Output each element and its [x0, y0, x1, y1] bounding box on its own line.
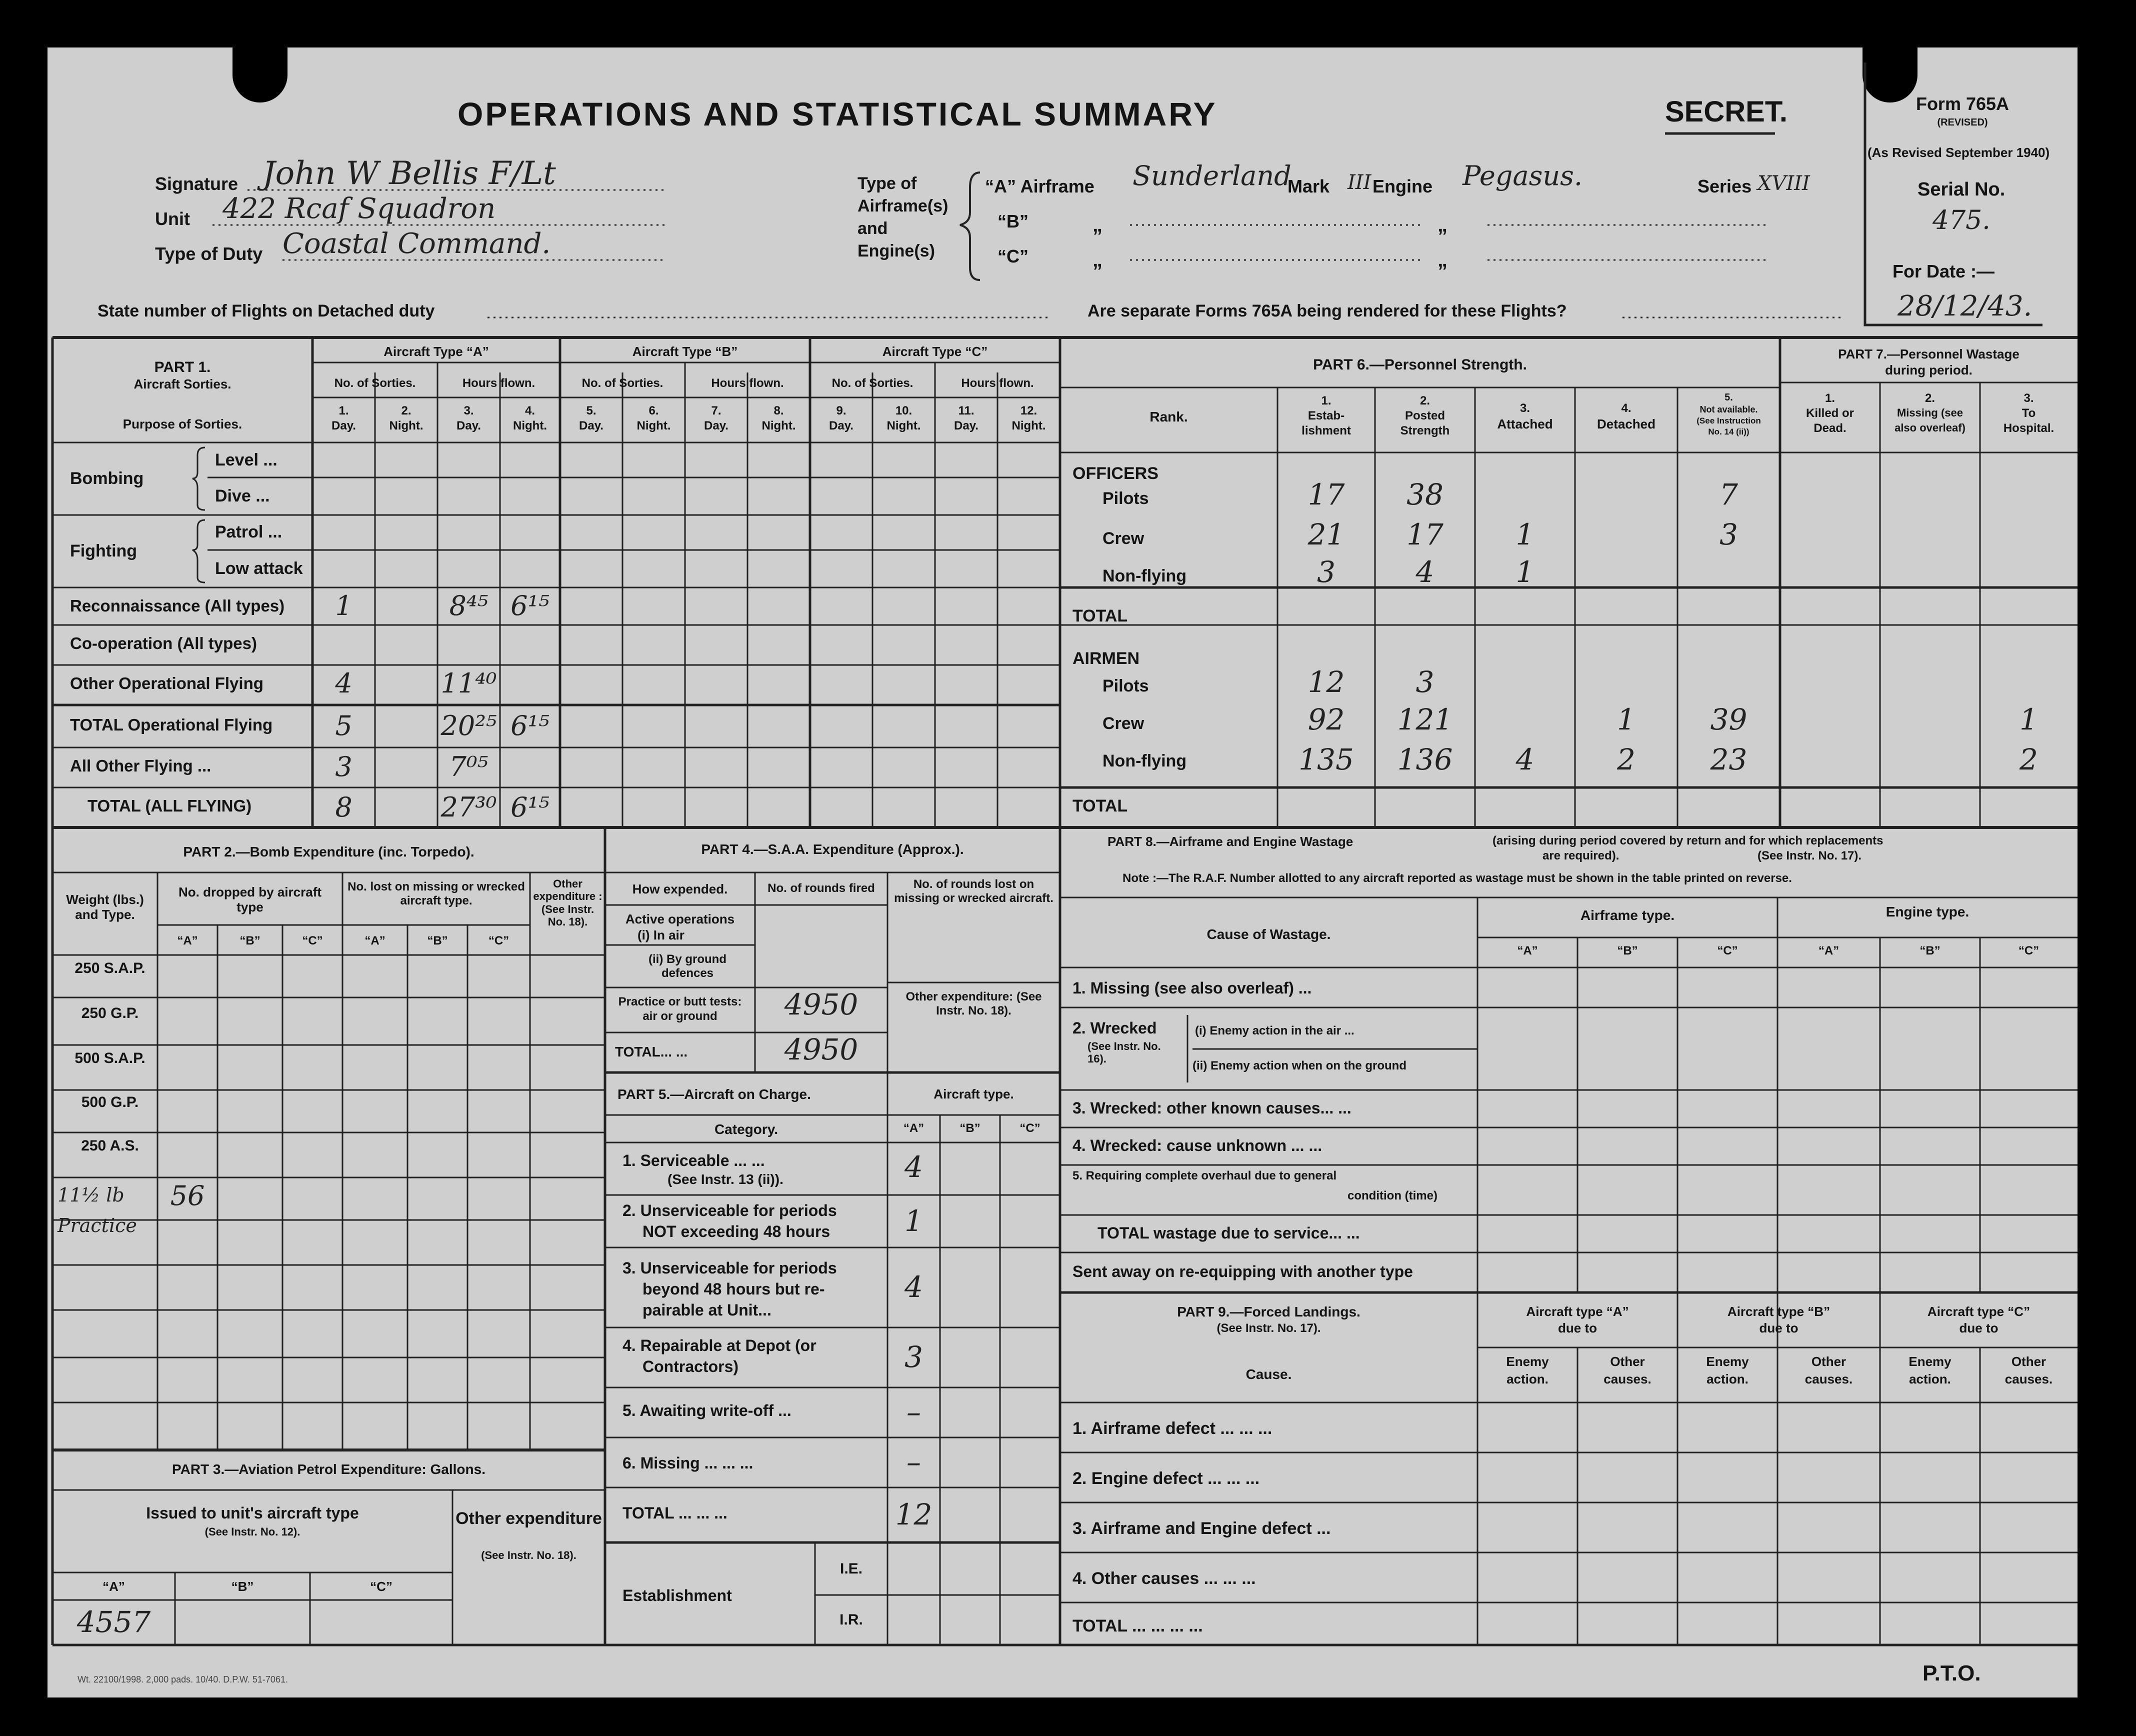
total-all-day-hours: 27³⁰ — [440, 792, 497, 823]
type-line-3: and — [858, 219, 888, 238]
p7-col1-num: 1. — [1824, 392, 1835, 405]
type-line-2: Airframe(s) — [858, 196, 948, 216]
p5-total-a: 12 — [895, 1498, 932, 1532]
weight-heading: Weight (lbs.) and Type. — [66, 892, 144, 922]
p8-wrecked-instr: (See Instr. No. 16). — [1088, 1040, 1161, 1066]
p2-drop-b: “B” — [240, 934, 260, 948]
unit-value: 422 Rcaf Squadron — [222, 192, 496, 225]
part5-title: PART 5.—Aircraft on Charge. — [618, 1086, 811, 1102]
total-all-night-hours: 6¹⁵ — [510, 792, 550, 823]
p5-r4-l2: Contractors) — [642, 1358, 739, 1376]
p6-col4-l1: Detached — [1596, 416, 1656, 432]
p9-cause: Cause. — [1246, 1366, 1292, 1382]
p7-col2-l1: Missing (see — [1896, 406, 1964, 419]
p5-r3-l3: pairable at Unit... — [642, 1301, 772, 1319]
p5-r3-l1: 3. Unserviceable for periods — [622, 1259, 837, 1277]
p7-col3-num: 3. — [2024, 392, 2034, 405]
bomb-practice-label: 11½ lb Practice — [58, 1184, 137, 1236]
col-5-label: Day. — [579, 419, 604, 432]
p2-lost-c: “C” — [488, 934, 510, 948]
sorties-b: No. of Sorties. — [582, 376, 664, 390]
col-11-num: 11. — [958, 404, 974, 418]
cause-of-wastage: Cause of Wastage. — [1206, 926, 1331, 942]
practice-rounds-value: 4950 — [784, 988, 858, 1022]
air-crew-not-avail: 39 — [1710, 702, 1748, 736]
airframe-b-label: “B” — [998, 211, 1028, 232]
p9-a-enemy-2: action. — [1506, 1372, 1548, 1386]
officers-crew: Crew — [1102, 529, 1144, 548]
p9-a-enemy-1: Enemy — [1506, 1354, 1549, 1369]
sorties-a: No. of Sorties. — [334, 376, 416, 390]
all-other-day-hours: 7⁰⁵ — [449, 751, 488, 782]
row-low-attack: Low attack — [215, 559, 303, 578]
part7-subtitle: during period. — [1885, 362, 1972, 378]
p3-c: “C” — [370, 1579, 392, 1594]
recon-day-hours: 8⁴⁵ — [449, 590, 488, 622]
ditto-c2: „ — [1438, 249, 1448, 271]
air-crew-hospital: 1 — [2020, 702, 2038, 736]
col-12-num: 12. — [1020, 404, 1038, 418]
revised-date: (As Revised September 1940) — [1868, 145, 2050, 160]
p7-col3-l1: To — [2022, 406, 2036, 420]
rounds-lost-heading: No. of rounds lost on missing or wrecked aircraft. — [894, 878, 1054, 905]
total-ops-night-hours: 6¹⁵ — [510, 710, 550, 742]
airmen-non-flying: Non-flying — [1102, 752, 1187, 770]
p9-engine-defect: 2. Engine defect ... ... ... — [1072, 1469, 1260, 1488]
hours-c: Hours flown. — [961, 376, 1034, 390]
series-value: XVIII — [1758, 172, 1810, 195]
in-air: (i) In air — [638, 928, 684, 942]
off-crew-posted: 17 — [1406, 518, 1444, 552]
col-9-label: Day. — [829, 419, 854, 432]
p9-c-enemy-1: Enemy — [1908, 1354, 1952, 1369]
document-page — [48, 48, 2078, 1698]
p5-a: “A” — [903, 1122, 924, 1135]
rounds-fired-heading: No. of rounds fired — [768, 882, 875, 895]
p5-r7: TOTAL ... ... ... — [622, 1504, 728, 1522]
practice-butt-tests: Practice or butt tests: air or ground — [618, 995, 742, 1023]
officers-heading: OFFICERS — [1072, 464, 1158, 483]
col-7-num: 7. — [711, 404, 722, 418]
issued-instr: (See Instr. No. 12). — [204, 1526, 300, 1538]
col-8-label: Night. — [762, 419, 796, 432]
p5-r4-l1: 4. Repairable at Depot (or — [622, 1336, 816, 1354]
ditto-b2: „ — [1438, 214, 1448, 236]
ditto-c1: „ — [1092, 249, 1102, 271]
row-all-other-flying: All Other Flying ... — [70, 756, 212, 775]
off-crew-not-avail: 3 — [1720, 518, 1738, 552]
airframe-a-label: “A” Airframe — [985, 176, 1094, 196]
p6-col5-num: 5. — [1724, 392, 1733, 403]
p3-b: “B” — [231, 1579, 254, 1594]
p5-missing-a: – — [906, 1445, 921, 1479]
off-nonfly-posted: 4 — [1416, 555, 1434, 589]
recon-night-hours: 6¹⁵ — [510, 590, 550, 622]
p9-c-other-2: causes. — [2004, 1372, 2053, 1386]
p9-c-enemy-2: action. — [1909, 1372, 1951, 1386]
off-crew-attached: 1 — [1516, 518, 1534, 552]
bombing-label: Bombing — [70, 469, 144, 488]
off-nonfly-estab: 3 — [1317, 555, 1336, 589]
col-11-label: Day. — [954, 419, 978, 432]
other-expenditure: Other expenditure — [456, 1509, 602, 1528]
p8-cause-unknown: 4. Wrecked: cause unknown ... ... — [1072, 1136, 1322, 1154]
col-3-label: Day. — [456, 419, 481, 432]
form-title: OPERATIONS AND STATISTICAL SUMMARY — [458, 96, 1218, 132]
p8-af-b: “B” — [1617, 944, 1638, 958]
establishment-label: Establishment — [622, 1586, 732, 1604]
p5-r1-l2: (See Instr. 13 (ii)). — [668, 1172, 784, 1187]
p8-en-b: “B” — [1920, 944, 1940, 958]
air-pilots-estab: 12 — [1308, 665, 1345, 699]
part8-note: Note :—The R.A.F. Number allotted to any aircraft reported as wastage must be shown in the table printed on reverse. — [1122, 872, 1792, 885]
p6-col4-num: 4. — [1621, 402, 1632, 415]
ir-label: I.R. — [840, 1612, 863, 1628]
col-3-num: 3. — [464, 404, 474, 418]
dropped-heading: No. dropped by aircraft type — [178, 884, 322, 914]
air-crew-detached: 1 — [1617, 702, 1636, 736]
p4-other-expenditure: Other expenditure: (See Instr. No. 18). — [906, 990, 1042, 1018]
other-expenditure-instr: (See Instr. No. 18). — [481, 1549, 576, 1562]
officers-total: TOTAL — [1072, 606, 1128, 626]
col-6-label: Night. — [636, 419, 671, 432]
part1-title: PART 1. — [154, 359, 211, 376]
airframe-c-label: “C” — [998, 246, 1028, 266]
p9-type-c-due: due to — [1959, 1320, 1998, 1336]
col-7-label: Day. — [704, 419, 728, 432]
officers-pilots: Pilots — [1102, 489, 1149, 508]
p7-col3-l2: Hospital. — [2003, 422, 2054, 435]
row-patrol: Patrol ... — [215, 522, 282, 542]
p7-col1-l2: Dead. — [1814, 422, 1846, 435]
p5-depot-a: 3 — [904, 1340, 923, 1374]
p9-b-enemy-1: Enemy — [1706, 1354, 1749, 1369]
part3-title: PART 3.—Aviation Petrol Expenditure: Gallons. — [172, 1462, 486, 1477]
sorties-c: No. of Sorties. — [832, 376, 914, 390]
part6-title: PART 6.—Personnel Strength. — [1313, 356, 1527, 373]
p9-b-enemy-2: action. — [1706, 1372, 1748, 1386]
p5-unserv-long-a: 4 — [904, 1270, 923, 1304]
p6-col3-l1: Attached — [1497, 416, 1553, 432]
air-crew-estab: 92 — [1308, 702, 1345, 736]
p8-overhaul: 5. Requiring complete overhaul due to general — [1072, 1169, 1337, 1182]
air-nonfly-posted: 136 — [1397, 742, 1453, 776]
p6-col2-num: 2. — [1420, 394, 1430, 408]
purpose-of-sorties: Purpose of Sorties. — [122, 416, 242, 432]
off-pilots-posted: 38 — [1406, 478, 1444, 512]
airmen-pilots: Pilots — [1102, 676, 1149, 696]
col-2-num: 2. — [401, 404, 412, 418]
col-6-num: 6. — [648, 404, 659, 418]
printer-imprint: Wt. 22100/1998. 2,000 pads. 10/40. D.P.W. 51-7061. — [78, 1674, 288, 1684]
p2-drop-c: “C” — [302, 934, 323, 948]
total-all-day-sorties: 8 — [335, 792, 352, 823]
lost-heading: No. lost on missing or wrecked aircraft type. — [348, 880, 525, 908]
unit-label: Unit — [155, 208, 190, 229]
p7-col2-num: 2. — [1924, 392, 1935, 405]
p5-write-off-a: – — [906, 1395, 921, 1429]
p9-type-b-due: due to — [1759, 1320, 1798, 1336]
col-5-num: 5. — [586, 404, 596, 418]
signature-label: Signature — [155, 174, 238, 194]
p9-type-a: Aircraft type “A” — [1526, 1304, 1629, 1319]
row-co-operation: Co-operation (All types) — [70, 634, 258, 652]
duty-value: Coastal Command. — [282, 228, 551, 260]
type-line-4: Engine(s) — [858, 242, 935, 260]
other-ops-day-hours: 11⁴⁰ — [440, 668, 497, 699]
engine-label: Engine — [1372, 176, 1433, 196]
part8-title-rest2: are required). — [1542, 849, 1620, 862]
p8-wrecked: 2. Wrecked — [1072, 1019, 1157, 1037]
mark-value: III — [1348, 171, 1372, 194]
p6-col5-l1: Not available. — [1700, 404, 1758, 414]
col-9-num: 9. — [836, 404, 846, 418]
bomb-250-as: 250 A.S. — [81, 1138, 139, 1154]
col-10-num: 10. — [895, 404, 912, 418]
p9-type-c: Aircraft type “C” — [1927, 1304, 2030, 1319]
series-label: Series — [1698, 176, 1752, 196]
type-b-heading: Aircraft Type “B” — [632, 344, 738, 359]
col-10-label: Night. — [886, 419, 921, 432]
p8-enemy-ground: (ii) Enemy action when on the ground — [1192, 1059, 1407, 1072]
air-nonfly-detached: 2 — [1617, 742, 1636, 776]
hours-b: Hours flown. — [711, 376, 784, 390]
p6-col2-l1: Posted — [1404, 409, 1445, 422]
category-heading: Category. — [714, 1122, 778, 1137]
col-2-label: Night. — [389, 419, 424, 432]
p9-other-causes: 4. Other causes ... ... ... — [1072, 1569, 1256, 1588]
row-total-operational: TOTAL Operational Flying — [70, 716, 273, 734]
ie-label: I.E. — [840, 1560, 862, 1577]
air-nonfly-hospital: 2 — [2020, 742, 2038, 776]
total-rounds-value: 4950 — [784, 1032, 858, 1066]
for-date-value: 28/12/43. — [1898, 290, 2032, 322]
type-line-1: Type of — [858, 174, 917, 193]
bomb-250-gp: 250 G.P. — [81, 1005, 139, 1022]
row-total-all-flying: TOTAL (ALL FLYING) — [88, 796, 252, 815]
form-revised: (REVISED) — [1937, 117, 1988, 128]
detached-label: State number of Flights on Detached duty — [98, 302, 435, 320]
aircraft-type-heading: Aircraft type. — [934, 1086, 1014, 1102]
all-other-day-sorties: 3 — [335, 751, 352, 782]
p2-lost-b: “B” — [427, 934, 448, 948]
p5-r6: 6. Missing ... ... ... — [622, 1454, 754, 1472]
signature-value: John W Bellis F/Lt — [262, 155, 556, 192]
p9-a-other-1: Other — [1610, 1354, 1645, 1369]
air-nonfly-not-avail: 23 — [1710, 742, 1748, 776]
p9-airframe-defect: 1. Airframe defect ... ... ... — [1072, 1419, 1272, 1438]
ditto-b1: „ — [1092, 214, 1102, 236]
p9-total: TOTAL ... ... ... ... — [1072, 1616, 1203, 1636]
p2-lost-a: “A” — [364, 934, 386, 948]
officers-non-flying: Non-flying — [1102, 566, 1187, 586]
engine-value: Pegasus. — [1462, 160, 1582, 192]
p8-overhaul-2: condition (time) — [1348, 1189, 1438, 1202]
p8-en-a: “A” — [1818, 944, 1840, 958]
engine-type-heading: Engine type. — [1886, 904, 1970, 920]
p5-c: “C” — [1020, 1122, 1040, 1135]
ground-defences: (ii) By ground defences — [648, 952, 726, 980]
p9-type-b: Aircraft type “B” — [1727, 1304, 1830, 1319]
col-1-label: Day. — [332, 419, 356, 432]
p5-unserv-short-a: 1 — [904, 1204, 923, 1238]
p5-r2-l1: 2. Unserviceable for periods — [622, 1202, 837, 1220]
recon-day-sorties: 1 — [335, 590, 352, 622]
part8-instr: (See Instr. No. 17). — [1758, 849, 1862, 862]
active-operations: Active operations — [625, 912, 735, 926]
mark-label: Mark — [1288, 176, 1330, 196]
p9-b-other-1: Other — [1811, 1354, 1846, 1369]
how-expended: How expended. — [632, 882, 728, 896]
fighting-label: Fighting — [70, 542, 138, 560]
col-4-num: 4. — [524, 404, 535, 418]
col-8-num: 8. — [774, 404, 784, 418]
separate-forms-label: Are separate Forms 765A being rendered for these Flights? — [1088, 302, 1567, 320]
airmen-total: TOTAL — [1072, 796, 1128, 816]
p5-b: “B” — [960, 1122, 980, 1135]
row-level: Level ... — [215, 450, 278, 470]
p9-a-other-2: causes. — [1604, 1372, 1652, 1386]
row-reconnaissance: Reconnaissance (All types) — [70, 596, 285, 615]
col-12-label: Night. — [1012, 419, 1046, 432]
off-pilots-estab: 17 — [1308, 478, 1345, 512]
type-a-heading: Aircraft Type “A” — [384, 344, 489, 359]
bomb-250-sap: 250 S.A.P. — [74, 960, 146, 976]
off-crew-estab: 21 — [1308, 518, 1345, 552]
p9-c-other-1: Other — [2011, 1354, 2046, 1369]
petrol-a-value: 4557 — [76, 1605, 151, 1639]
hours-a: Hours flown. — [462, 376, 536, 390]
p8-re-equipping: Sent away on re-equipping with another type — [1072, 1262, 1413, 1280]
rank-heading: Rank. — [1150, 409, 1188, 424]
p6-col5-l3: No. 14 (ii)) — [1708, 427, 1750, 436]
row-dive: Dive ... — [215, 486, 270, 506]
p5-r3-l2: beyond 48 hours but re- — [642, 1280, 825, 1298]
p5-r5: 5. Awaiting write-off ... — [622, 1402, 792, 1420]
p8-enemy-air: (i) Enemy action in the air ... — [1195, 1024, 1354, 1038]
bomb-500-gp: 500 G.P. — [81, 1094, 139, 1110]
p2-drop-a: “A” — [177, 934, 198, 948]
p5-r1-l1: 1. Serviceable ... ... — [622, 1152, 765, 1170]
p6-col1-l1: Estab- — [1308, 409, 1345, 422]
type-c-heading: Aircraft Type “C” — [882, 344, 988, 359]
p6-col3-num: 3. — [1520, 402, 1530, 415]
part4-title: PART 4.—S.A.A. Expenditure (Approx.). — [701, 842, 964, 857]
p6-col1-l2: lishment — [1302, 424, 1351, 438]
p6-col1-num: 1. — [1321, 394, 1332, 408]
p7-col1-l1: Killed or — [1806, 406, 1854, 420]
p8-en-c: “C” — [2018, 944, 2040, 958]
part9-instr: (See Instr. No. 17). — [1216, 1322, 1321, 1335]
issued-heading: Issued to unit's aircraft type — [146, 1504, 359, 1522]
air-nonfly-attached: 4 — [1516, 742, 1534, 776]
secret-marking: SECRET. — [1665, 96, 1788, 128]
off-pilots-not-avail: 7 — [1720, 478, 1738, 512]
for-date-label: For Date :— — [1892, 261, 1995, 282]
airframe-type-heading: Airframe type. — [1580, 908, 1675, 923]
serial-no-value: 475. — [1932, 206, 1990, 236]
p8-total-wastage: TOTAL wastage due to service... ... — [1098, 1224, 1360, 1242]
p6-col2-l2: Strength — [1400, 424, 1450, 438]
off-nonfly-attached: 1 — [1516, 555, 1534, 589]
p5-r2-l2: NOT exceeding 48 hours — [642, 1222, 830, 1240]
other-ops-day-sorties: 4 — [335, 668, 352, 699]
duty-label: Type of Duty — [155, 244, 263, 264]
p7-col2-l2: also overleaf) — [1894, 422, 1966, 434]
airmen-crew: Crew — [1102, 714, 1144, 733]
bomb-practice-dropped: 56 — [170, 1180, 205, 1212]
part8-title-rest: (arising during period covered by return and for which replacements — [1492, 834, 1884, 848]
air-pilots-posted: 3 — [1416, 665, 1434, 699]
bomb-500-sap: 500 S.A.P. — [74, 1050, 146, 1066]
part1-subtitle: Aircraft Sorties. — [134, 376, 232, 392]
p8-af-c: “C” — [1717, 944, 1738, 958]
col-4-label: Night. — [513, 419, 547, 432]
col-1-num: 1. — [338, 404, 349, 418]
part8-title: PART 8.—Airframe and Engine Wastage — [1108, 834, 1354, 849]
serial-no-label: Serial No. — [1918, 179, 2006, 200]
form-number: Form 765A — [1916, 94, 2010, 114]
total-ops-day-hours: 20²⁵ — [440, 710, 497, 742]
airmen-heading: AIRMEN — [1072, 649, 1140, 668]
p6-col5-l2: (See Instruction — [1696, 416, 1761, 426]
part9-title: PART 9.—Forced Landings. — [1177, 1304, 1360, 1320]
part2-title: PART 2.—Bomb Expenditure (inc. Torpedo). — [183, 844, 474, 860]
other-expenditure-heading: Other expenditure : (See Instr. No. 18). — [533, 878, 602, 928]
p3-a: “A” — [102, 1579, 125, 1594]
p4-total-label: TOTAL... ... — [615, 1044, 688, 1060]
p8-af-a: “A” — [1517, 944, 1538, 958]
p5-serviceable-a: 4 — [904, 1150, 923, 1184]
air-crew-posted: 121 — [1397, 702, 1453, 736]
pto-label: P.T.O. — [1922, 1661, 1981, 1686]
airframe-a-value: Sunderland — [1132, 160, 1292, 192]
total-ops-day-sorties: 5 — [335, 710, 352, 742]
p9-type-a-due: due to — [1558, 1320, 1597, 1336]
p9-airframe-engine-defect: 3. Airframe and Engine defect ... — [1072, 1519, 1331, 1538]
row-other-operational: Other Operational Flying — [70, 674, 264, 692]
air-nonfly-estab: 135 — [1298, 742, 1354, 776]
p9-b-other-2: causes. — [1804, 1372, 1853, 1386]
p8-other-causes: 3. Wrecked: other known causes... ... — [1072, 1099, 1352, 1117]
p8-missing: 1. Missing (see also overleaf) ... — [1072, 979, 1312, 997]
part7-title: PART 7.—Personnel Wastage — [1838, 346, 2020, 362]
